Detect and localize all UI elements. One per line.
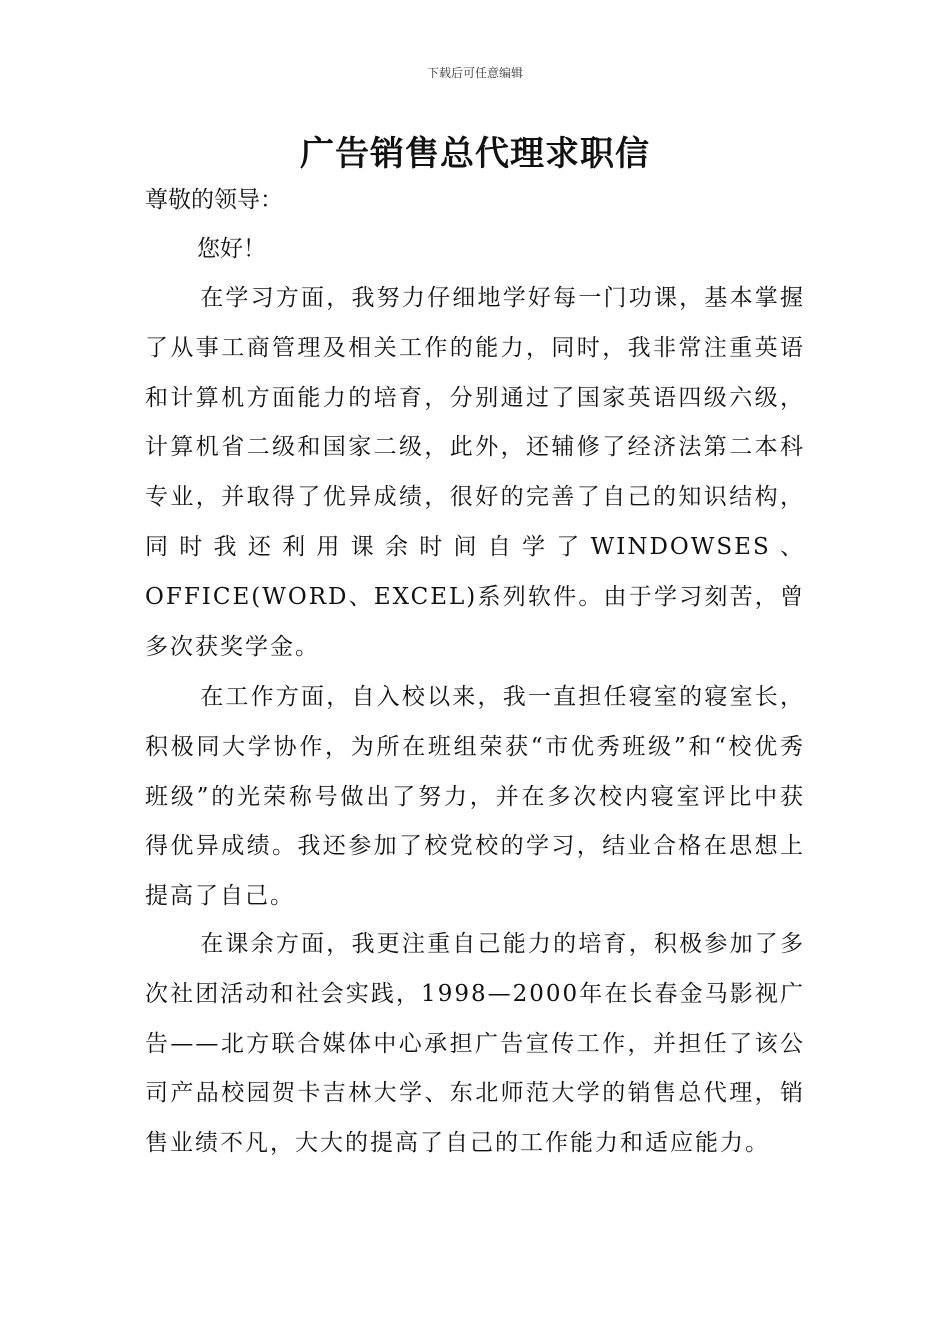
document-title: 广告销售总代理求职信 bbox=[300, 134, 650, 174]
salutation: 尊敬的领导： bbox=[145, 187, 283, 213]
header-note: 下载后可任意编辑 bbox=[426, 66, 523, 80]
greeting: 您好！ bbox=[197, 236, 266, 262]
paragraph-work: 在工作方面，自入校以来，我一直担任寝室的寝室长，积极同大学协作，为所在班组荣获“市优秀班级”和“校优秀班级”的光荣称号做出了努力，并在多次校内寝室评比中获得优异成绩。我还参加了校党校的学习，结业合格在思想上提高了自己。 bbox=[145, 684, 805, 910]
paragraph-study: 在学习方面，我努力仔细地学好每一门功课，基本掌握了从事工商管理及相关工作的能力，同时，我非常注重英语和计算机方面能力的培育，分别通过了国家英语四级六级，计算机省二级和国家二级，此外，还辅修了经济法第二本科专业，并取得了优异成绩，很好的完善了自己的知识结构，同时我还利用课余时间自学了WINDOWSES、OFFICE(WORD、EXCEL)系列软件。由于学习刻苦，曾多次获奖学金。 bbox=[145, 285, 805, 660]
paragraph-extracurricular: 在课余方面，我更注重自己能力的培育，积极参加了多次社团活动和社会实践，1998—2000年在长春金马影视广告——北方联合媒体中心承担广告宣传工作，并担任了该公司产品校园贺卡吉林大学、东北师范大学的销售总代理，销售业绩不凡，大大的提高了自己的工作能力和适应能力。 bbox=[145, 931, 805, 1157]
